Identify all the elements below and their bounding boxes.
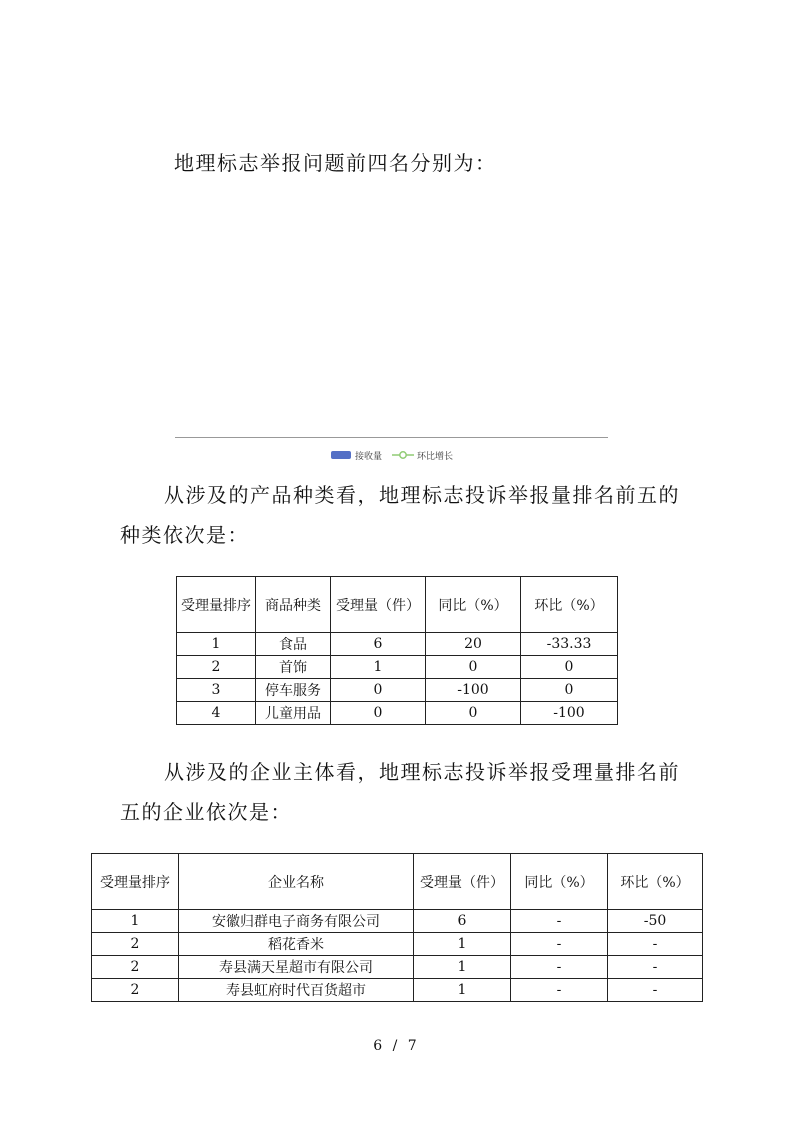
header-cell-count: 受理量（件） <box>414 854 511 910</box>
table-cell: 2 <box>92 979 179 1002</box>
table-cell: -100 <box>426 679 521 702</box>
table-cell: 1 <box>414 956 511 979</box>
header-cell-yoy: 同比（%） <box>426 577 521 633</box>
table-cell: 1 <box>92 910 179 933</box>
table-header-row <box>177 577 618 633</box>
table-row <box>177 656 618 679</box>
header-cell-company: 企业名称 <box>179 854 414 910</box>
legend-item-bar <box>331 449 382 462</box>
table-row <box>177 702 618 725</box>
table-cell: -50 <box>608 910 703 933</box>
table-cell: 0 <box>521 656 618 679</box>
table-cell: 0 <box>426 702 521 725</box>
legend-line-swatch <box>392 450 414 460</box>
header-cell-rank: 受理量排序 <box>177 577 256 633</box>
table-cell: 1 <box>414 933 511 956</box>
header-cell-mom: 环比（%） <box>608 854 703 910</box>
table-cell: 食品 <box>256 633 331 656</box>
table-cell: - <box>511 933 608 956</box>
table-cell: -100 <box>521 702 618 725</box>
product-category-table <box>176 576 618 725</box>
table-row <box>177 679 618 702</box>
table-cell: -33.33 <box>521 633 618 656</box>
table-cell: 2 <box>177 656 256 679</box>
table-cell: 1 <box>177 633 256 656</box>
table-row <box>92 910 703 933</box>
table-row <box>92 979 703 1002</box>
table-cell: - <box>608 933 703 956</box>
chart-legend <box>331 448 463 462</box>
legend-bar-label: 接收量 <box>355 451 383 462</box>
table-cell: 3 <box>177 679 256 702</box>
table-cell: - <box>608 979 703 1002</box>
table-cell: 1 <box>414 979 511 1002</box>
table-cell: 6 <box>414 910 511 933</box>
page-number: 6 / 7 <box>373 1038 420 1054</box>
table-cell: 0 <box>426 656 521 679</box>
table-cell: 20 <box>426 633 521 656</box>
table-cell: 4 <box>177 702 256 725</box>
table-cell: 0 <box>331 702 426 725</box>
header-cell-mom: 环比（%） <box>521 577 618 633</box>
table-cell: - <box>511 956 608 979</box>
legend-item-line <box>392 449 453 462</box>
table-row <box>177 633 618 656</box>
table-cell: 首饰 <box>256 656 331 679</box>
header-cell-count: 受理量（件） <box>331 577 426 633</box>
table-cell: 寿县虹府时代百货超市 <box>179 979 414 1002</box>
table-cell: 停车服务 <box>256 679 331 702</box>
table-cell: 0 <box>521 679 618 702</box>
table-header-row <box>92 854 703 910</box>
table-cell: 稻花香米 <box>179 933 414 956</box>
table-cell: 2 <box>92 956 179 979</box>
header-cell-yoy: 同比（%） <box>511 854 608 910</box>
legend-line-label: 环比增长 <box>417 451 454 462</box>
table-cell: 6 <box>331 633 426 656</box>
chart-heading: 地理标志举报问题前四名分别为： <box>174 151 497 175</box>
table-cell: - <box>511 910 608 933</box>
table-cell: 寿县满天星超市有限公司 <box>179 956 414 979</box>
header-cell-category: 商品种类 <box>256 577 331 633</box>
table-cell: 安徽归群电子商务有限公司 <box>179 910 414 933</box>
table-row <box>92 933 703 956</box>
chart-x-axis <box>175 437 608 438</box>
table-cell: - <box>511 979 608 1002</box>
table-cell: 1 <box>331 656 426 679</box>
products-intro-paragraph: 从涉及的产品种类看，地理标志投诉举报量排名前五的种类依次是： <box>120 483 680 547</box>
header-cell-rank: 受理量排序 <box>92 854 179 910</box>
table-row <box>92 956 703 979</box>
companies-intro-paragraph: 从涉及的企业主体看，地理标志投诉举报受理量排名前五的企业依次是： <box>120 760 680 824</box>
company-table <box>91 853 703 1002</box>
table-cell: - <box>608 956 703 979</box>
legend-bar-swatch <box>331 451 351 459</box>
table-cell: 2 <box>92 933 179 956</box>
table-cell: 0 <box>331 679 426 702</box>
table-cell: 儿童用品 <box>256 702 331 725</box>
